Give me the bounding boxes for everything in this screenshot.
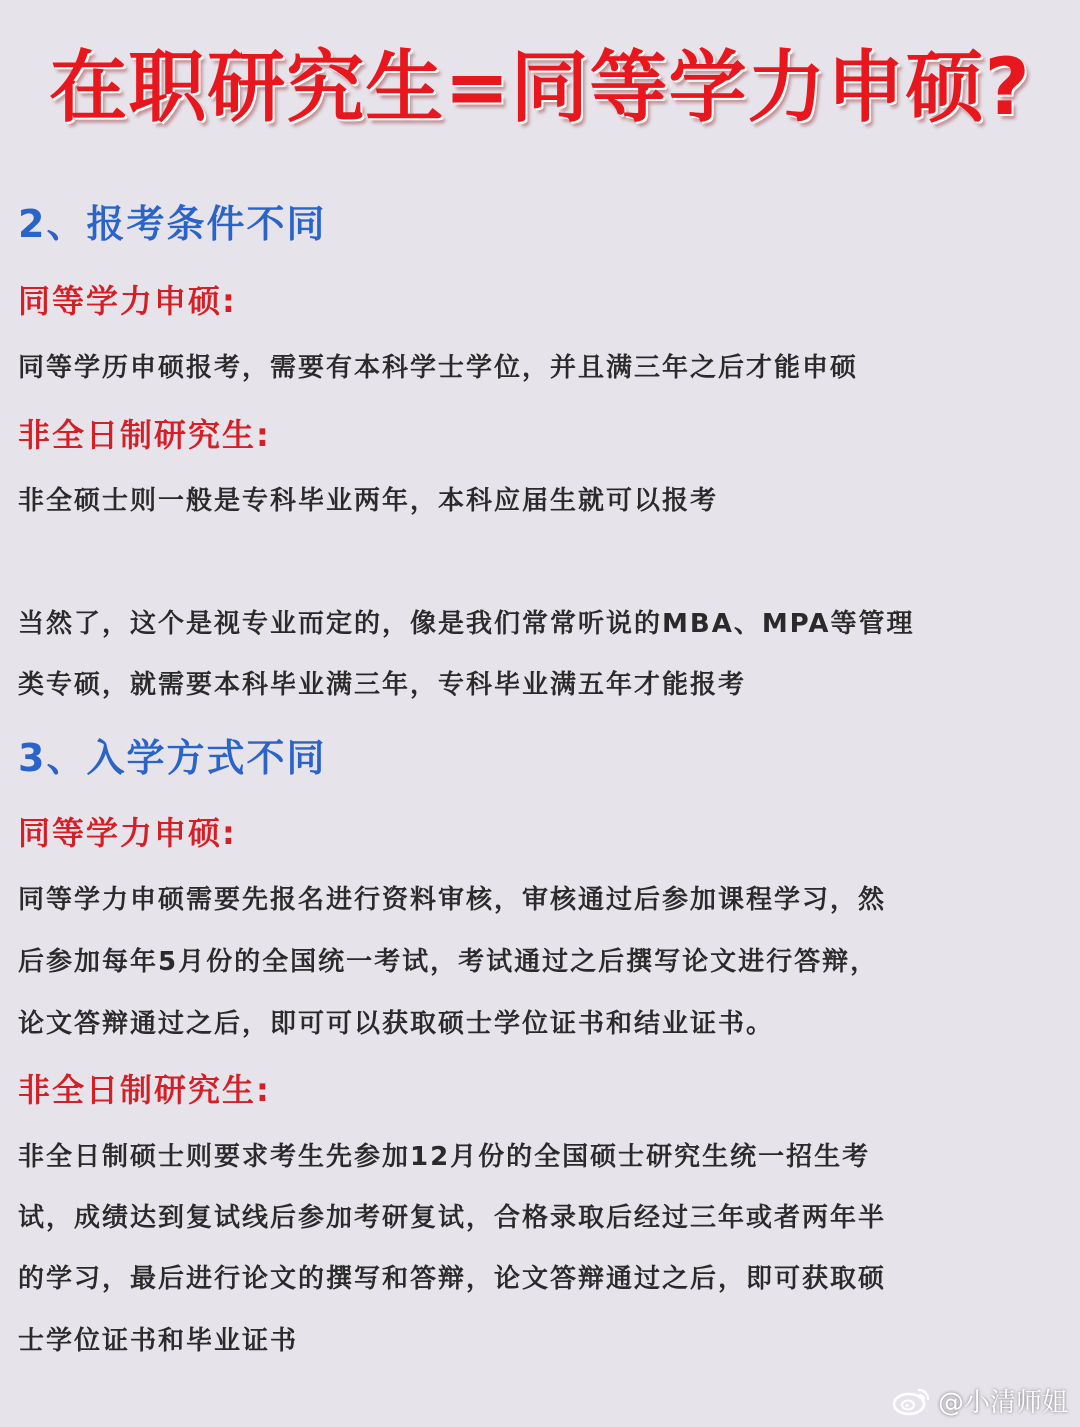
section-3-part-time-line: 的学习，最后进行论文的撰写和答辩，论文答辩通过之后，即可获取硕 <box>18 1264 887 1294</box>
section-2-part-time-label: 非全日制研究生: <box>18 416 271 454</box>
section-3-part-time-line: 非全日制硕士则要求考生先参加12月份的全国硕士研究生统一招生考 <box>18 1142 871 1172</box>
section-3-equivalent-degree-line: 论文答辩通过之后，即可可以获取硕士学位证书和结业证书。 <box>18 1009 775 1039</box>
section-2-equivalent-degree-label: 同等学力申硕: <box>18 282 237 320</box>
page-title: 在职研究生=同等学力申硕? <box>49 43 1031 133</box>
section-2-note-line: 类专硕，就需要本科毕业满三年，专科毕业满五年才能报考 <box>18 670 747 700</box>
section-2-heading: 2、报考条件不同 <box>18 202 327 246</box>
watermark-handle: @小清师姐 <box>937 1387 1068 1418</box>
weibo-icon <box>892 1384 932 1416</box>
section-3-equivalent-degree-label: 同等学力申硕: <box>18 814 237 852</box>
section-2-note-line: 当然了，这个是视专业而定的，像是我们常常听说的MBA、MPA等管理 <box>18 609 915 639</box>
section-3-part-time-label: 非全日制研究生: <box>18 1071 271 1109</box>
section-3-equivalent-degree-line: 同等学力申硕需要先报名进行资料审核，审核通过后参加课程学习，然 <box>18 885 887 915</box>
section-2-equivalent-degree-text: 同等学历申硕报考，需要有本科学士学位，并且满三年之后才能申硕 <box>18 353 859 383</box>
section-2-part-time-text: 非全硕士则一般是专科毕业两年，本科应届生就可以报考 <box>18 486 719 516</box>
section-3-part-time-line: 士学位证书和毕业证书 <box>18 1326 299 1356</box>
section-3-part-time-line: 试，成绩达到复试线后参加考研复试，合格录取后经过三年或者两年半 <box>18 1203 887 1233</box>
section-3-heading: 3、入学方式不同 <box>18 736 327 780</box>
weibo-watermark <box>892 1383 1068 1417</box>
section-3-equivalent-degree-line: 后参加每年5月份的全国统一考试，考试通过之后撰写论文进行答辩， <box>18 947 879 977</box>
